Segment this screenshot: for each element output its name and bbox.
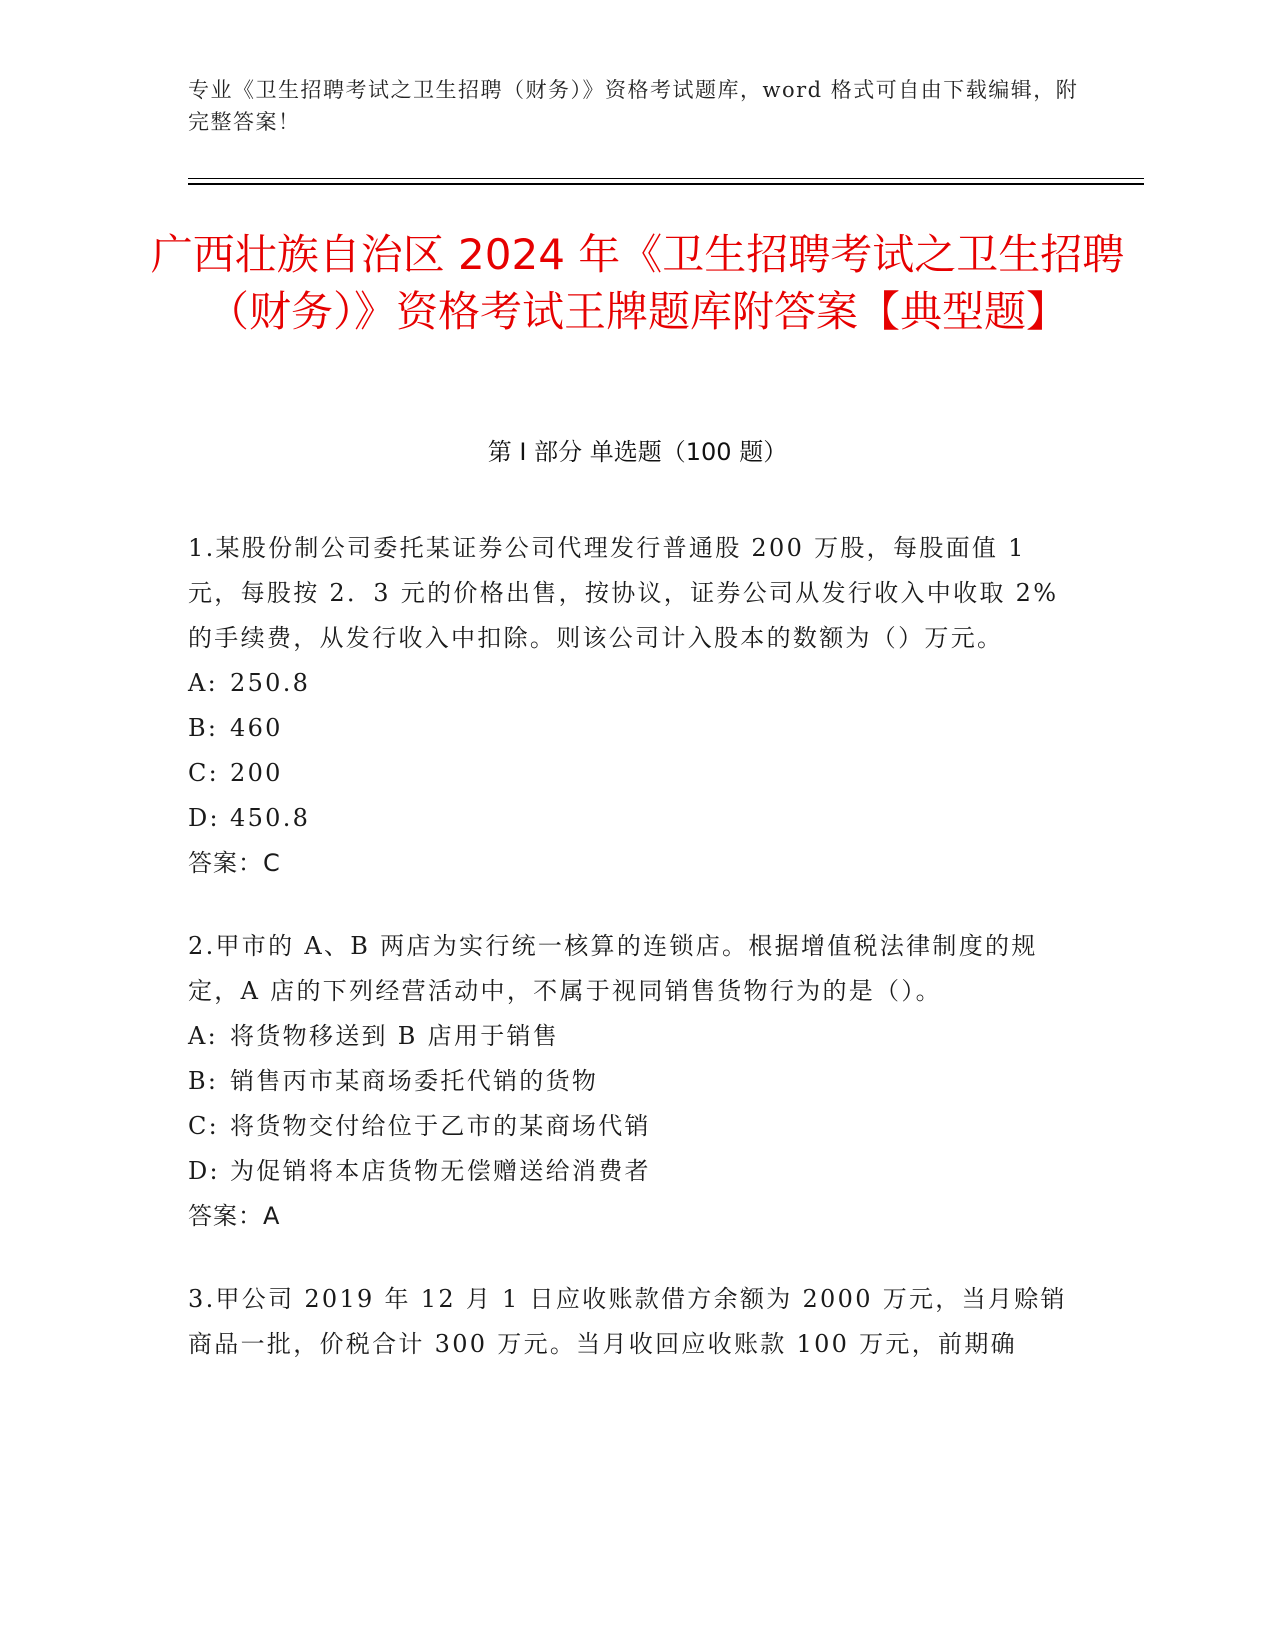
- option-text: 为促销将本店货物无偿赠送给消费者: [230, 1157, 651, 1185]
- header-note: 专业《卫生招聘考试之卫生招聘（财务）》资格考试题库，word 格式可自由下载编辑，附完整答案！: [188, 78, 1079, 134]
- option-label: C:: [188, 1112, 220, 1140]
- option-text: 450.8: [230, 804, 311, 832]
- option-label: D:: [188, 804, 220, 832]
- option-text: 将货物移送到 B 店用于销售: [230, 1022, 560, 1050]
- option-text: 460: [230, 714, 283, 742]
- header-divider-thin: [188, 178, 1144, 179]
- answer: 答案：C: [188, 849, 281, 877]
- question-list: [188, 526, 1068, 1405]
- section-title: 第 I 部分 单选题（100 题）: [487, 438, 788, 466]
- question-text: 2.甲市的 A、B 两店为实行统一核算的连锁店。根据增值税法律制度的规定，A 店的下列经营活动中，不属于视同销售货物行为的是（）。: [188, 932, 1038, 1005]
- option-b: [188, 706, 1068, 751]
- option-text: 250.8: [230, 669, 311, 697]
- answer: 答案：A: [188, 1202, 281, 1230]
- question-3: [188, 1277, 1068, 1367]
- document-title: 广西壮族自治区 2024 年《卫生招聘考试之卫生招聘（财务）》资格考试王牌题库附答案【典型题】: [150, 230, 1125, 336]
- option-label: C:: [188, 759, 220, 787]
- option-a: [188, 661, 1068, 706]
- option-label: A:: [188, 669, 219, 697]
- question-text: 3.甲公司 2019 年 12 月 1 日应收账款借方余额为 2000 万元，当月赊销商品一批，价税合计 300 万元。当月收回应收账款 100 万元，前期确: [188, 1285, 1067, 1358]
- option-text: 200: [230, 759, 283, 787]
- option-c: [188, 1104, 1068, 1149]
- option-c: [188, 751, 1068, 796]
- question-text: 1.某股份制公司委托某证券公司代理发行普通股 200 万股，每股面值 1 元，每股按 2．3 元的价格出售，按协议，证券公司从发行收入中收取 2%的手续费，从发行收入中扣除。则该公司计入股本的数额为（）万元。: [188, 534, 1059, 652]
- option-label: B:: [188, 714, 219, 742]
- question-2: [188, 924, 1068, 1239]
- option-text: 将货物交付给位于乙市的某商场代销: [230, 1112, 651, 1140]
- option-label: D:: [188, 1157, 220, 1185]
- option-label: B:: [188, 1067, 219, 1095]
- option-a: [188, 1014, 1068, 1059]
- question-1: [188, 526, 1068, 886]
- option-d: [188, 796, 1068, 841]
- option-label: A:: [188, 1022, 219, 1050]
- option-text: 销售丙市某商场委托代销的货物: [230, 1067, 599, 1095]
- header-divider-thick: [188, 183, 1144, 185]
- option-b: [188, 1059, 1068, 1104]
- option-d: [188, 1149, 1068, 1194]
